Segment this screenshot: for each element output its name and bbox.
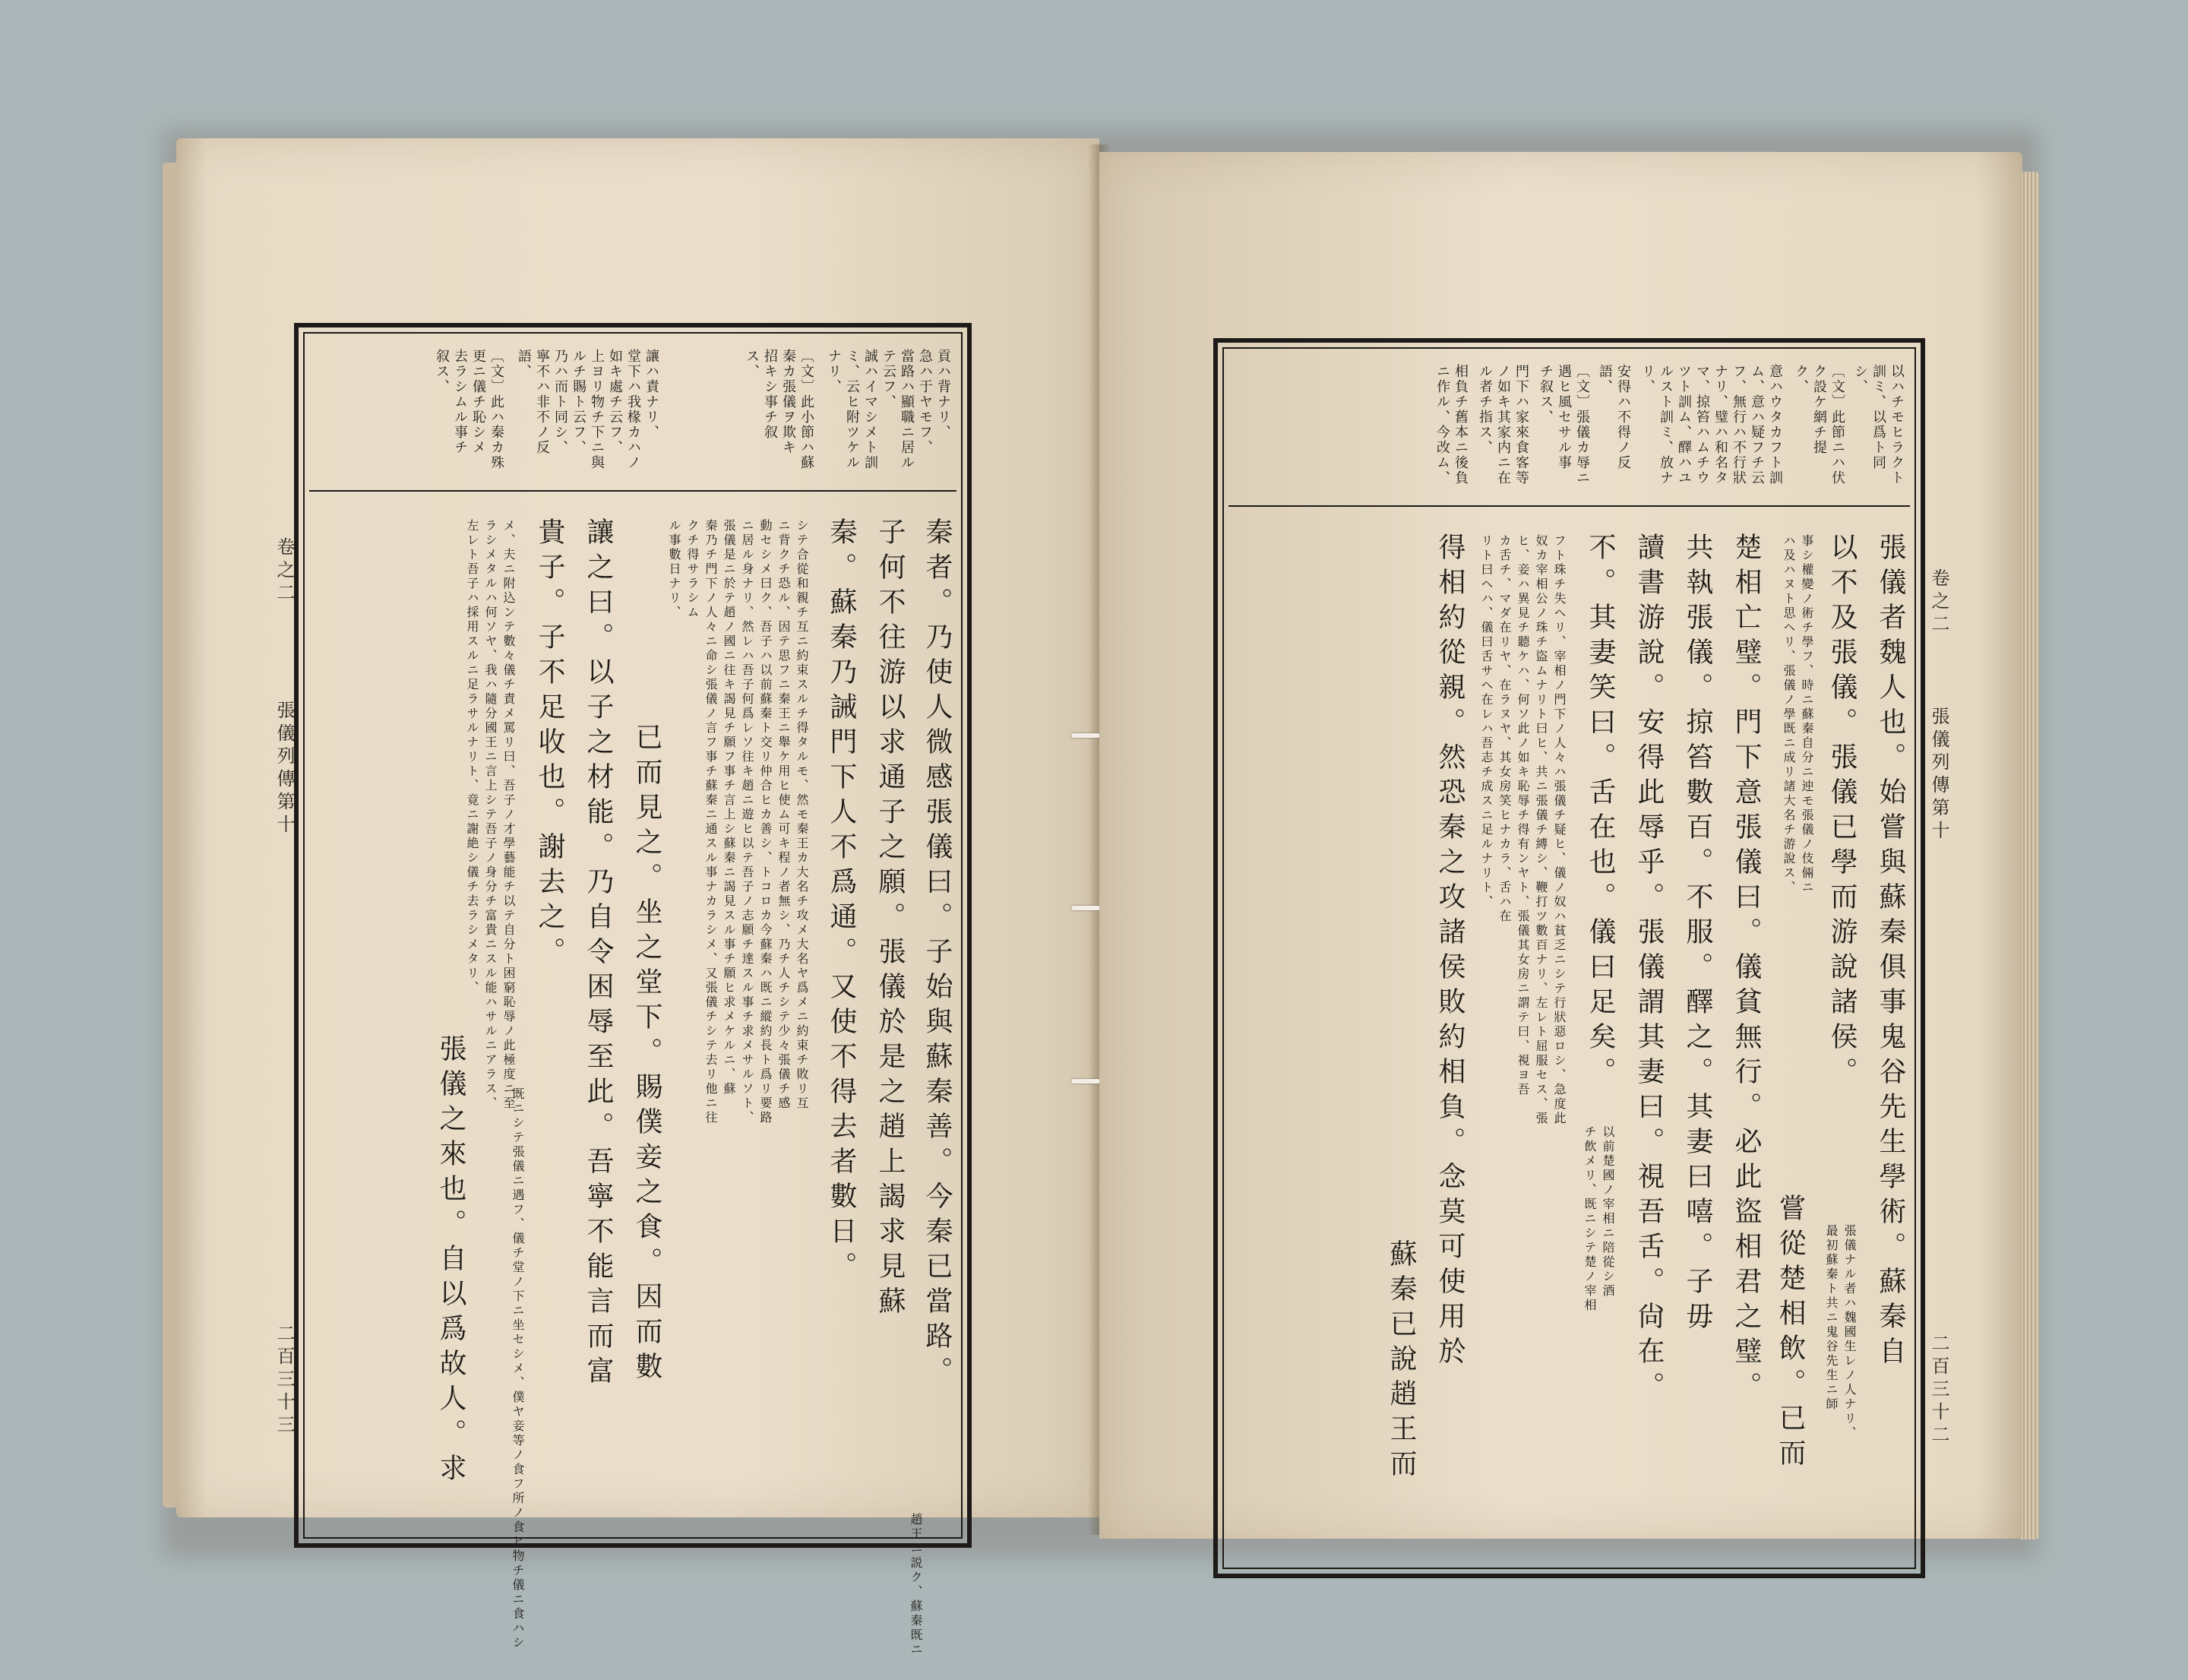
note-line: ミ、云ヒ附ツケル bbox=[844, 349, 860, 470]
note-line: 急ハ于ヤモフ、 bbox=[917, 349, 933, 455]
note-line: 當路ハ顯職ニ居ル bbox=[899, 349, 915, 470]
note-line: 〔文〕此小節ハ蘇 bbox=[798, 349, 814, 470]
gloss-column: 動セシメ曰ク、吾子ハ以前蘇秦ト交リ仲合ヒカ善シ、トコロカ今蘇秦ハ既ニ縱約長ト爲リ要路 bbox=[758, 519, 773, 1125]
main-text-column: 已而見之。坐之堂下。賜僕妾之食。因而數 bbox=[631, 723, 662, 1387]
note-line: ナリ、璧ハ和名タ bbox=[1712, 364, 1728, 486]
gloss-column: 最初蘇秦ト共ニ鬼谷先生ニ師 bbox=[1824, 1224, 1839, 1412]
main-text-column: 子何不往游以求通子之願。張儀於是之趙上謁求見蘇 bbox=[874, 517, 906, 1321]
main-text-column: 貴子。子不足收也。謝去之。 bbox=[534, 517, 565, 972]
right-running-volume: 卷之二 bbox=[1928, 568, 1949, 637]
note-line: 以ハチモヒラクト bbox=[1889, 364, 1905, 486]
note-line: 〔文〕張儀カ辱ニ bbox=[1574, 364, 1590, 486]
note-line: 上ヨリ物チ下ニ與 bbox=[589, 349, 605, 470]
left-notes-band bbox=[309, 338, 956, 492]
note-line: 〔文〕此ハ秦カ殊 bbox=[489, 349, 504, 470]
gloss-column: ヒ、妾ハ異見チ聽ケハ、何ソ此ノ如キ恥辱チ得有ンヤト、張儀其女房ニ謂テ曰、視ヨ吾 bbox=[1516, 534, 1530, 1097]
gloss-column: 秦乃チ門下ノ人々ニ命シ張儀ノ言フ事チ蘇秦ニ通スル事ナカラシメ、又張儀チシテ去リ他ニ往 bbox=[704, 519, 718, 1125]
note-line: 語、 bbox=[516, 349, 532, 379]
note-line: 叙ス、 bbox=[434, 349, 450, 394]
gloss-column: シテ合從和親チ互ニ約束スルチ得タルモ、然モ秦王カ大名チ攻メ大名ヤ爲メニ約束チ敗リ互 bbox=[795, 519, 809, 1111]
gloss-column: 趙王ニ説ク、蘇秦既ニ bbox=[909, 1513, 923, 1657]
note-line: ク設ケ網チ提 bbox=[1811, 364, 1827, 455]
note-line: 意ハウタカフト訓 bbox=[1767, 364, 1783, 486]
gloss-column: 左レト吾子ハ採用スルニ足ラサルナリト、竟ニ謝絶シ儀チ去ラシメタリ、 bbox=[465, 519, 479, 995]
gloss-column: 張儀ナル者ハ魏國生レノ人ナリ、 bbox=[1842, 1224, 1857, 1441]
gloss-column: クチ得サラシム bbox=[685, 519, 700, 620]
left-folio: 二百三十三 bbox=[274, 1324, 295, 1438]
note-line: チ叙ス、 bbox=[1538, 364, 1554, 425]
note-line: 去ラシムル事チ bbox=[452, 349, 468, 455]
left-page bbox=[176, 138, 1099, 1657]
note-line: フ、無行ハ不行狀 bbox=[1731, 364, 1747, 486]
note-line: ク、 bbox=[1793, 364, 1809, 394]
main-text-column: 秦。蘇秦乃誡門下人不爲通。又使不得去者數日。 bbox=[826, 517, 857, 1286]
gloss-column: リト曰ヘハ、儀曰舌サヘ在レハ吾志チ成スニ足ルナリト、 bbox=[1479, 534, 1494, 910]
note-line: 相負チ舊本ニ後負 bbox=[1453, 364, 1469, 486]
gloss-column: チ飲メリ、既ニシテ楚ノ宰相 bbox=[1583, 1125, 1597, 1313]
gloss-column: 奴カ宰相公ノ珠チ盜ムナリト曰ヒ、共ニ張儀チ縛シ、鞭打ツ數百ナリ、左レト屈服セス、張 bbox=[1534, 534, 1548, 1126]
gloss-column: 以前楚國ノ宰相ニ陪從シ酒 bbox=[1601, 1125, 1615, 1299]
note-line: ナリ、 bbox=[826, 349, 842, 394]
note-line: ルチ賜ト云フ、 bbox=[571, 349, 587, 455]
note-line: リ、 bbox=[1639, 364, 1655, 394]
main-text-column: 讓之曰。以子之材能。乃自令困辱至此。吾寧不能言而富 bbox=[583, 517, 614, 1391]
note-line: ツト訓ム、醳ハユ bbox=[1676, 364, 1692, 486]
left-running-chapter: 張儀列傳第十 bbox=[274, 701, 295, 837]
note-line: 乃ハ而ト同シ、 bbox=[552, 349, 568, 455]
note-line: 招キシ事チ叙 bbox=[762, 349, 778, 440]
main-text-column: 秦者。乃使人微感張儀曰。子始與蘇秦善。今秦已當路。 bbox=[922, 517, 953, 1391]
note-line: 誠ハイマシメト訓 bbox=[862, 349, 878, 470]
right-notes-band bbox=[1228, 353, 1910, 507]
note-line: ム、意ハ疑フチ云 bbox=[1749, 364, 1765, 486]
gloss-column: ハ及ハヌト思ヘリ、張儀ノ學既ニ成リ諸大名チ游說ス、 bbox=[1782, 534, 1796, 895]
main-text-column: 蘇秦已說趙王而 bbox=[1386, 1239, 1417, 1484]
main-text-column: 以不及張儀。張儀已學而游說諸侯。 bbox=[1826, 533, 1858, 1092]
note-line: 堂下ハ我椽カハノ bbox=[625, 349, 641, 470]
right-running-chapter: 張儀列傳第十 bbox=[1928, 707, 1949, 843]
gloss-column: 既ニシテ張儀ニ遇フ、儀チ堂ノ下ニ坐セシメ、僕ヤ妾等ノ食フ所ノ食ヒ物チ儀ニ食ハシ bbox=[511, 1087, 525, 1650]
main-text-column: 讀書游說。安得此辱乎。張儀謂其妻曰。視吾舌。尙在。 bbox=[1633, 533, 1665, 1406]
gloss-column: ラシメタルハ何ソヤ、我ハ隨分國王ニ言上シテ吾子ノ身分チ富貴ニスル能ハサルニアラス、 bbox=[483, 519, 498, 1111]
main-text-column: 楚相亡璧。門下意張儀曰。儀貧無行。必此盜相君之璧。 bbox=[1731, 533, 1762, 1406]
note-line: 遇ヒ風セサル事 bbox=[1556, 364, 1572, 470]
note-line: ニ作ル、今改ム、 bbox=[1434, 364, 1450, 486]
left-text-frame bbox=[294, 323, 972, 1657]
gloss-column: ル事數日ナリ、 bbox=[667, 519, 681, 620]
note-line: ルスト訓ミ、放ナ bbox=[1658, 364, 1674, 486]
gloss-column: メ、夫ニ附込ンテ數々儀チ責メ罵リ曰、吾子ノ才學藝能チ以テ自分ト困窮恥辱ノ此極度ニ至 bbox=[501, 519, 516, 1111]
note-line: 秦カ張儀ヲ欺キ bbox=[780, 349, 796, 455]
main-text-column: 不。其妻笑曰。舌在也。儀曰足矣。 bbox=[1585, 533, 1616, 1092]
gloss-column: ニ居ル身ナリ、然レハ吾子何爲レソ往キ趙ニ遊ヒ以テ吾子ノ志願チ達スル事チ求メサルソト、 bbox=[740, 519, 754, 1125]
note-line: シ、 bbox=[1852, 364, 1868, 394]
note-line: 貢ハ背ナリ、 bbox=[935, 349, 951, 440]
main-text-column: 嘗從楚相飲。已而 bbox=[1775, 1194, 1806, 1473]
note-line: テ云フ、 bbox=[881, 349, 896, 410]
main-text-column: 得相約從親。然恐秦之攻諸侯敗約相負。念莫可使用於 bbox=[1434, 533, 1466, 1372]
main-text-column: 共執張儀。掠笞數百。不服。醳之。其妻曰嘻。子毋 bbox=[1682, 533, 1713, 1337]
gloss-column: カ舌チ、マダ在リヤ、在ラヌヤ、其女房笑ヒナカラ、舌ハ在 bbox=[1497, 534, 1512, 924]
note-line: 更ニ儀チ恥シメ bbox=[470, 349, 486, 455]
note-line: ノ如キ其家内ニ在 bbox=[1495, 364, 1511, 486]
note-line: 門下ハ家來食客等 bbox=[1513, 364, 1529, 486]
note-line: 語、 bbox=[1597, 364, 1613, 394]
note-line: マ、掠笞ハムチウ bbox=[1694, 364, 1710, 486]
note-line: ル者チ指ス、 bbox=[1477, 364, 1493, 455]
main-text-column: 張儀者魏人也。始嘗與蘇秦俱事鬼谷先生學術。蘇秦自 bbox=[1875, 533, 1906, 1372]
note-line: 安得ハ不得ノ反 bbox=[1615, 364, 1631, 470]
left-running-volume: 卷之二 bbox=[274, 537, 295, 606]
note-line: 寧不ハ非不ノ反 bbox=[534, 349, 550, 455]
note-line: 如キ處チ云フ、 bbox=[607, 349, 623, 455]
note-line: 〔文〕此節ニハ伏 bbox=[1829, 364, 1845, 486]
main-text-column: 張儀之來也。自以爲故人。求 bbox=[435, 1034, 466, 1489]
right-page bbox=[1099, 152, 2022, 1539]
gloss-column: 事シ權變ノ術チ學フ、時ニ蘇秦自分ニ迚モ張儀ノ伎倆ニ bbox=[1800, 534, 1814, 895]
gloss-column: フト珠チ失ヘリ、宰相ノ門下ノ人々ハ張儀チ疑ヒ、儀ノ奴ハ貧乏ニシテ行狀惡ロシ、急度此 bbox=[1552, 534, 1567, 1126]
note-line: ス、 bbox=[744, 349, 760, 379]
gloss-column: ニ背クチ恐ル、因テ思フニ秦王ニ舉ケ用ヒ使ム可キ程ノ者無シ、乃チ人チシテ少々張儀チ感 bbox=[776, 519, 791, 1111]
right-text-frame bbox=[1213, 338, 1925, 1578]
note-line: 讓ハ責ナリ、 bbox=[643, 349, 659, 440]
note-line: 訓ミ、以爲ト同 bbox=[1870, 364, 1886, 470]
right-folio: 二百三十二 bbox=[1928, 1334, 1949, 1447]
gloss-column: 張儀是ニ於テ趙ノ國ニ往キ謁見チ願フ事チ言上シ蘇秦ニ謁見スル事チ願ヒ求メケルニ、蘇 bbox=[722, 519, 736, 1096]
